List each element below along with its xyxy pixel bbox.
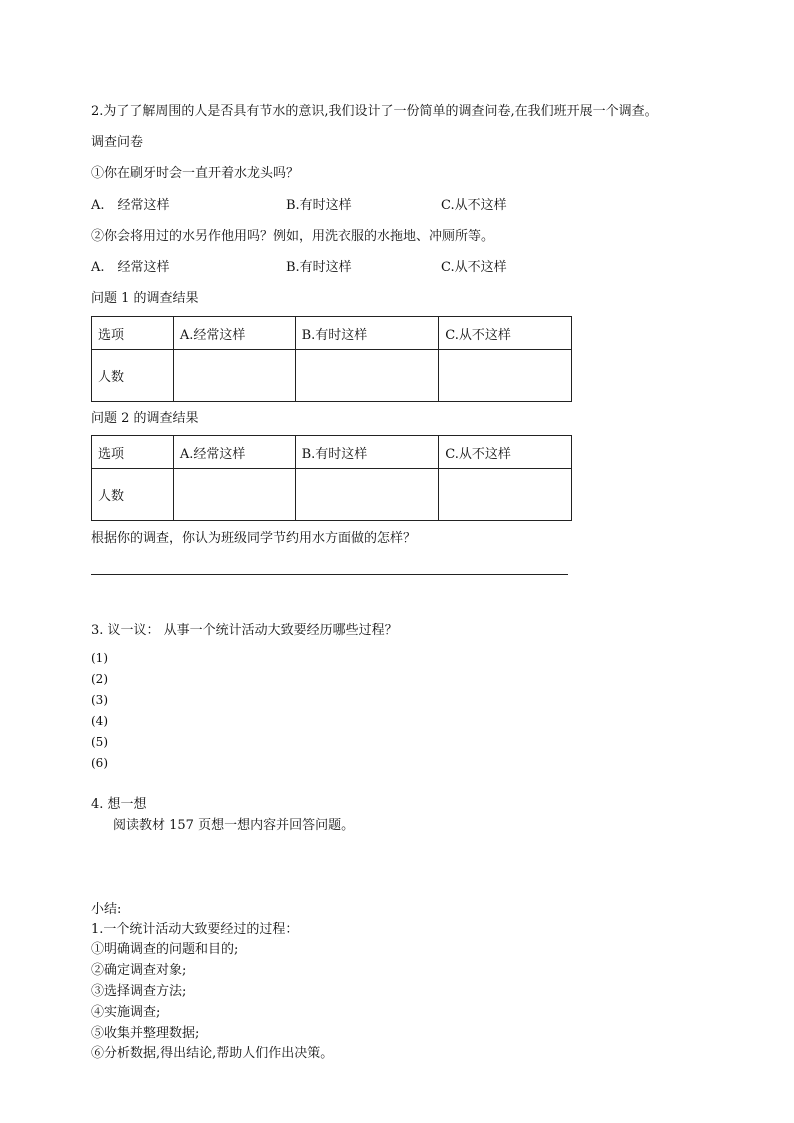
reflection-question: 根据你的调查，你认为班级同学节约用水方面做的怎样？: [91, 531, 417, 546]
survey-label: 调查问卷: [91, 135, 144, 150]
table-header-cell: C.从不这样: [439, 317, 572, 350]
table-header-cell: C.从不这样: [439, 436, 572, 469]
table1-title: 问题 1 的调查结果: [91, 291, 199, 306]
q3-title: 3. 议一议： 从事一个统计活动大致要经历哪些过程？: [91, 623, 398, 638]
table-header-row: [92, 436, 572, 469]
list-item: (2): [91, 672, 108, 686]
answer-cell-a[interactable]: [173, 350, 295, 402]
summary-step: ②确定调查对象;: [91, 963, 187, 978]
list-item: (1): [91, 651, 108, 665]
table-header-cell: B.有时这样: [295, 436, 439, 469]
table-row: [92, 350, 572, 402]
summary-step: ④实施调查;: [91, 1005, 161, 1020]
q2-title: 2.为了了解周围的人是否具有节水的意识,我们设计了一份简单的调查问卷,在我们班开展一个调查。: [91, 104, 658, 119]
list-item: (3): [91, 693, 108, 707]
answer-blank-line[interactable]: [91, 574, 568, 575]
row-label-count: 人数: [92, 469, 174, 521]
summary-step: ⑤收集并整理数据;: [91, 1026, 200, 1041]
result-table-2: [91, 435, 572, 521]
table-header-cell: A.经常这样: [173, 436, 295, 469]
q2-option-c: C.从不这样: [441, 260, 507, 275]
q2-option-b: B.有时这样: [286, 260, 352, 275]
q1-option-a: A. 经常这样: [91, 198, 170, 213]
summary-step: ③选择调查方法;: [91, 984, 187, 999]
q4-title: 4. 想一想: [91, 797, 147, 812]
q4-body: 阅读教材 157 页想一想内容并回答问题。: [113, 818, 355, 833]
table-header-cell: B.有时这样: [295, 317, 439, 350]
list-item: (4): [91, 714, 108, 728]
table2-title: 问题 2 的调查结果: [91, 411, 199, 426]
q1-option-c: C.从不这样: [441, 198, 507, 213]
table-header-cell: 选项: [92, 436, 174, 469]
q1-option-b: B.有时这样: [286, 198, 352, 213]
summary-step: ⑥分析数据,得出结论,帮助人们作出决策。: [91, 1046, 334, 1061]
answer-cell-c[interactable]: [439, 469, 572, 521]
answer-cell-b[interactable]: [295, 350, 439, 402]
list-item: (5): [91, 735, 108, 749]
survey-question-2: ②你会将用过的水另作他用吗？例如，用洗衣服的水拖地、冲厕所等。: [91, 229, 495, 244]
table-header-cell: 选项: [92, 317, 174, 350]
result-table-1: [91, 316, 572, 402]
list-item: (6): [91, 756, 108, 770]
answer-cell-b[interactable]: [295, 469, 439, 521]
q2-option-a: A. 经常这样: [91, 260, 170, 275]
table-header-cell: A.经常这样: [173, 317, 295, 350]
summary-step: ①明确调查的问题和目的;: [91, 942, 239, 957]
summary-title: 小结:: [91, 902, 122, 917]
survey-question-1: ①你在刷牙时会一直开着水龙头吗？: [91, 166, 300, 181]
table-row: [92, 469, 572, 521]
answer-cell-c[interactable]: [439, 350, 572, 402]
answer-cell-a[interactable]: [173, 469, 295, 521]
table-header-row: [92, 317, 572, 350]
summary-intro: 1.一个统计活动大致要经过的过程：: [91, 922, 299, 937]
row-label-count: 人数: [92, 350, 174, 402]
